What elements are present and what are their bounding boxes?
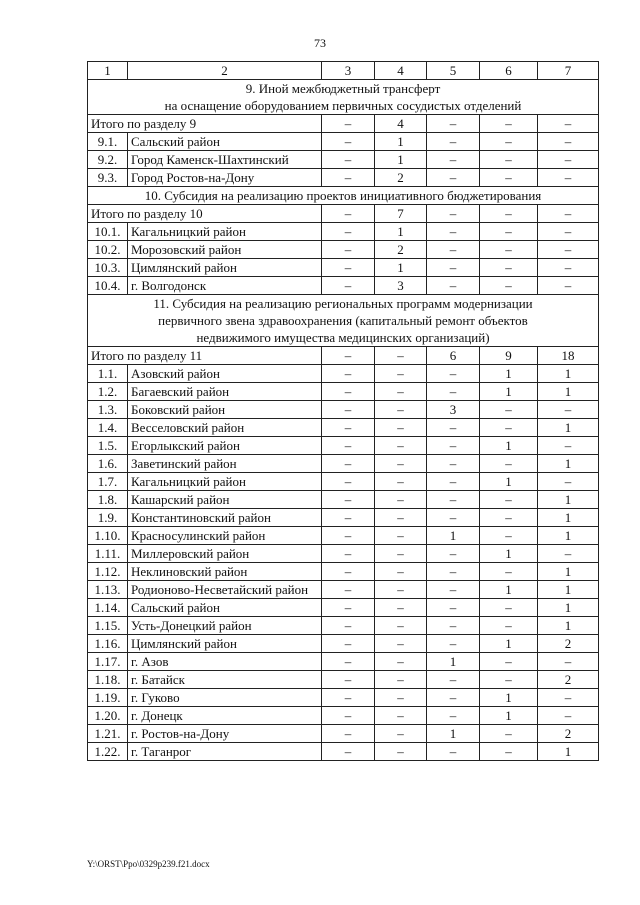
value-cell: –	[322, 581, 375, 599]
value-cell: –	[538, 205, 599, 223]
section-total-row	[88, 115, 599, 133]
value-cell: –	[375, 527, 427, 545]
value-cell: –	[538, 653, 599, 671]
header-cell: 7	[538, 62, 599, 80]
table-row	[88, 617, 599, 635]
header-cell: 6	[480, 62, 538, 80]
value-cell: –	[375, 581, 427, 599]
row-number: 10.2.	[88, 241, 128, 259]
value-cell: –	[538, 277, 599, 295]
value-cell: –	[427, 419, 480, 437]
value-cell: –	[538, 223, 599, 241]
value-cell: –	[375, 545, 427, 563]
row-number: 1.15.	[88, 617, 128, 635]
table-row	[88, 635, 599, 653]
value-cell: 1	[538, 581, 599, 599]
value-cell: –	[427, 151, 480, 169]
value-cell: 1	[427, 725, 480, 743]
value-cell: –	[322, 743, 375, 761]
district-name: Неклиновский район	[128, 563, 322, 581]
district-name: Егорлыкский район	[128, 437, 322, 455]
row-number: 1.14.	[88, 599, 128, 617]
table-row	[88, 383, 599, 401]
value-cell: –	[322, 509, 375, 527]
value-cell: –	[322, 707, 375, 725]
section-title	[88, 187, 599, 205]
value-cell: –	[322, 689, 375, 707]
value-cell: –	[480, 563, 538, 581]
value-cell: 7	[375, 205, 427, 223]
value-cell: –	[375, 653, 427, 671]
section-title-line: 11. Субсидия на реализацию региональных программ модернизации	[153, 296, 533, 311]
value-cell: –	[480, 133, 538, 151]
value-cell: –	[427, 437, 480, 455]
value-cell: –	[322, 419, 375, 437]
value-cell: 1	[480, 545, 538, 563]
table-row	[88, 259, 599, 277]
value-cell: –	[322, 241, 375, 259]
value-cell: –	[427, 455, 480, 473]
value-cell: –	[375, 419, 427, 437]
table-row	[88, 671, 599, 689]
value-cell: 1	[538, 455, 599, 473]
value-cell: –	[538, 545, 599, 563]
value-cell: –	[427, 365, 480, 383]
value-cell: –	[480, 205, 538, 223]
value-cell: –	[480, 151, 538, 169]
section-total-row	[88, 347, 599, 365]
row-number: 1.19.	[88, 689, 128, 707]
value-cell: –	[427, 473, 480, 491]
section-title	[88, 295, 599, 347]
value-cell: –	[427, 383, 480, 401]
section-title	[88, 80, 599, 115]
value-cell: –	[427, 671, 480, 689]
row-number: 1.20.	[88, 707, 128, 725]
value-cell: –	[427, 491, 480, 509]
value-cell: –	[427, 205, 480, 223]
value-cell: –	[322, 205, 375, 223]
section-title-line: первичного звена здравоохранения (капитальный ремонт объектов	[158, 313, 528, 328]
row-number: 9.3.	[88, 169, 128, 187]
row-number: 9.2.	[88, 151, 128, 169]
value-cell: –	[375, 383, 427, 401]
value-cell: –	[538, 151, 599, 169]
value-cell: 6	[427, 347, 480, 365]
table-row	[88, 563, 599, 581]
value-cell: –	[322, 383, 375, 401]
district-name: Цимлянский район	[128, 259, 322, 277]
value-cell: –	[427, 635, 480, 653]
value-cell: 1	[538, 563, 599, 581]
row-number: 1.3.	[88, 401, 128, 419]
table-row	[88, 599, 599, 617]
value-cell: –	[480, 653, 538, 671]
value-cell: –	[480, 115, 538, 133]
value-cell: –	[375, 635, 427, 653]
value-cell: –	[480, 671, 538, 689]
value-cell: 2	[375, 169, 427, 187]
value-cell: –	[538, 437, 599, 455]
value-cell: –	[480, 169, 538, 187]
value-cell: –	[375, 365, 427, 383]
table-row	[88, 419, 599, 437]
value-cell: –	[375, 509, 427, 527]
value-cell: 9	[480, 347, 538, 365]
value-cell: –	[480, 743, 538, 761]
value-cell: –	[375, 491, 427, 509]
district-name: Кашарский район	[128, 491, 322, 509]
table-row	[88, 401, 599, 419]
value-cell: –	[322, 491, 375, 509]
table-row	[88, 277, 599, 295]
row-number: 1.7.	[88, 473, 128, 491]
value-cell: –	[375, 599, 427, 617]
value-cell: 1	[427, 527, 480, 545]
row-number: 9.1.	[88, 133, 128, 151]
value-cell: –	[322, 527, 375, 545]
table-row	[88, 743, 599, 761]
district-name: Красносулинский район	[128, 527, 322, 545]
value-cell: 1	[375, 151, 427, 169]
row-number: 1.8.	[88, 491, 128, 509]
page-number: 73	[314, 36, 326, 50]
row-number: 1.10.	[88, 527, 128, 545]
total-label: Итого по разделу 10	[88, 205, 322, 223]
value-cell: 1	[480, 581, 538, 599]
value-cell: –	[375, 455, 427, 473]
value-cell: 1	[480, 365, 538, 383]
header-cell: 3	[322, 62, 375, 80]
value-cell: –	[322, 169, 375, 187]
value-cell: 1	[538, 419, 599, 437]
district-name: г. Азов	[128, 653, 322, 671]
section-total-row	[88, 205, 599, 223]
row-number: 10.1.	[88, 223, 128, 241]
table-row	[88, 223, 599, 241]
value-cell: –	[427, 617, 480, 635]
value-cell: –	[322, 401, 375, 419]
value-cell: –	[480, 259, 538, 277]
value-cell: –	[427, 223, 480, 241]
table-row	[88, 527, 599, 545]
value-cell: –	[322, 347, 375, 365]
district-name: Весселовский район	[128, 419, 322, 437]
row-number: 1.16.	[88, 635, 128, 653]
value-cell: 1	[538, 365, 599, 383]
value-cell: –	[375, 437, 427, 455]
section-title-line: 9. Иной межбюджетный трансферт	[245, 81, 441, 96]
value-cell: –	[322, 599, 375, 617]
table-row	[88, 241, 599, 259]
value-cell: –	[427, 599, 480, 617]
row-number: 1.13.	[88, 581, 128, 599]
total-label: Итого по разделу 9	[88, 115, 322, 133]
value-cell: 1	[480, 437, 538, 455]
value-cell: –	[427, 115, 480, 133]
header-cell: 5	[427, 62, 480, 80]
value-cell: 1	[375, 259, 427, 277]
value-cell: –	[480, 419, 538, 437]
district-name: г. Волгодонск	[128, 277, 322, 295]
value-cell: –	[427, 259, 480, 277]
value-cell: –	[427, 563, 480, 581]
value-cell: –	[538, 259, 599, 277]
value-cell: –	[322, 617, 375, 635]
header-cell: 1	[88, 62, 128, 80]
value-cell: 18	[538, 347, 599, 365]
row-number: 1.21.	[88, 725, 128, 743]
value-cell: 2	[538, 671, 599, 689]
table-row	[88, 509, 599, 527]
district-name: Родионово-Несветайский район	[128, 581, 322, 599]
row-number: 1.11.	[88, 545, 128, 563]
district-name: г. Гуково	[128, 689, 322, 707]
value-cell: 1	[538, 383, 599, 401]
value-cell: –	[427, 743, 480, 761]
value-cell: –	[427, 545, 480, 563]
value-cell: 1	[375, 223, 427, 241]
value-cell: –	[375, 725, 427, 743]
value-cell: 1	[375, 133, 427, 151]
value-cell: –	[427, 133, 480, 151]
row-number: 1.6.	[88, 455, 128, 473]
table-row	[88, 725, 599, 743]
district-name: Усть-Донецкий район	[128, 617, 322, 635]
value-cell: –	[322, 223, 375, 241]
district-name: Кагальницкий район	[128, 223, 322, 241]
row-number: 10.4.	[88, 277, 128, 295]
value-cell: –	[538, 133, 599, 151]
value-cell: –	[427, 689, 480, 707]
value-cell: –	[480, 599, 538, 617]
district-name: Морозовский район	[128, 241, 322, 259]
district-name: г. Таганрог	[128, 743, 322, 761]
district-name: Сальский район	[128, 133, 322, 151]
value-cell: –	[538, 401, 599, 419]
value-cell: 1	[427, 653, 480, 671]
value-cell: –	[375, 617, 427, 635]
district-name: г. Донецк	[128, 707, 322, 725]
district-name: Константиновский район	[128, 509, 322, 527]
value-cell: –	[480, 527, 538, 545]
district-name: Азовский район	[128, 365, 322, 383]
district-name: Город Каменск-Шахтинский	[128, 151, 322, 169]
value-cell: –	[538, 241, 599, 259]
value-cell: –	[427, 707, 480, 725]
value-cell: 1	[480, 635, 538, 653]
value-cell: –	[375, 743, 427, 761]
value-cell: 1	[480, 473, 538, 491]
row-number: 1.17.	[88, 653, 128, 671]
value-cell: –	[480, 401, 538, 419]
value-cell: –	[427, 509, 480, 527]
value-cell: 2	[375, 241, 427, 259]
table-row	[88, 169, 599, 187]
value-cell: –	[480, 491, 538, 509]
table-row	[88, 151, 599, 169]
value-cell: –	[375, 401, 427, 419]
table-row	[88, 437, 599, 455]
value-cell: 1	[538, 599, 599, 617]
value-cell: 3	[427, 401, 480, 419]
value-cell: –	[322, 115, 375, 133]
row-number: 1.18.	[88, 671, 128, 689]
table-row	[88, 545, 599, 563]
district-name: Миллеровский район	[128, 545, 322, 563]
value-cell: –	[538, 115, 599, 133]
value-cell: 1	[538, 509, 599, 527]
value-cell: –	[427, 581, 480, 599]
value-cell: –	[322, 635, 375, 653]
header-cell: 4	[375, 62, 427, 80]
value-cell: 3	[375, 277, 427, 295]
total-label: Итого по разделу 11	[88, 347, 322, 365]
section-heading-row	[88, 80, 599, 115]
table-row	[88, 653, 599, 671]
table-row	[88, 365, 599, 383]
value-cell: –	[427, 241, 480, 259]
district-name: Заветинский район	[128, 455, 322, 473]
row-number: 10.3.	[88, 259, 128, 277]
row-number: 1.4.	[88, 419, 128, 437]
table-row	[88, 473, 599, 491]
value-cell: 1	[538, 617, 599, 635]
section-title-line: недвижимого имущества медицинских организаций)	[196, 330, 490, 345]
value-cell: –	[322, 151, 375, 169]
value-cell: –	[480, 241, 538, 259]
header-cell: 2	[128, 62, 322, 80]
value-cell: 1	[480, 383, 538, 401]
value-cell: 2	[538, 725, 599, 743]
value-cell: –	[322, 437, 375, 455]
table-row	[88, 455, 599, 473]
table-row	[88, 491, 599, 509]
district-name: г. Батайск	[128, 671, 322, 689]
value-cell: –	[538, 689, 599, 707]
value-cell: –	[322, 653, 375, 671]
section-title-line: 10. Субсидия на реализацию проектов инициативного бюджетирования	[144, 188, 542, 203]
value-cell: 1	[538, 743, 599, 761]
value-cell: –	[322, 259, 375, 277]
value-cell: –	[427, 169, 480, 187]
value-cell: –	[427, 277, 480, 295]
row-number: 1.12.	[88, 563, 128, 581]
section-title-line: на оснащение оборудованием первичных сосудистых отделений	[164, 98, 522, 113]
table-row	[88, 133, 599, 151]
value-cell: –	[375, 671, 427, 689]
value-cell: –	[322, 671, 375, 689]
value-cell: –	[375, 473, 427, 491]
value-cell: –	[480, 617, 538, 635]
row-number: 1.2.	[88, 383, 128, 401]
value-cell: –	[322, 545, 375, 563]
row-number: 1.5.	[88, 437, 128, 455]
value-cell: –	[375, 563, 427, 581]
value-cell: –	[322, 725, 375, 743]
data-table	[87, 61, 599, 761]
section-heading-row	[88, 187, 599, 205]
district-name: Боковский район	[128, 401, 322, 419]
table-row	[88, 689, 599, 707]
value-cell: –	[322, 277, 375, 295]
district-name: Кагальницкий район	[128, 473, 322, 491]
value-cell: –	[538, 473, 599, 491]
row-number: 1.9.	[88, 509, 128, 527]
district-name: Багаевский район	[128, 383, 322, 401]
value-cell: –	[322, 365, 375, 383]
value-cell: –	[480, 223, 538, 241]
row-number: 1.1.	[88, 365, 128, 383]
value-cell: 2	[538, 635, 599, 653]
value-cell: –	[322, 455, 375, 473]
section-heading-row	[88, 295, 599, 347]
value-cell: –	[480, 725, 538, 743]
value-cell: –	[375, 689, 427, 707]
value-cell: 1	[480, 689, 538, 707]
value-cell: 1	[538, 491, 599, 509]
value-cell: –	[322, 473, 375, 491]
row-number: 1.22.	[88, 743, 128, 761]
value-cell: 1	[538, 527, 599, 545]
header-row	[88, 62, 599, 80]
district-name: Сальский район	[128, 599, 322, 617]
value-cell: –	[322, 133, 375, 151]
district-name: Город Ростов-на-Дону	[128, 169, 322, 187]
value-cell: –	[538, 169, 599, 187]
value-cell: 4	[375, 115, 427, 133]
district-name: г. Ростов-на-Дону	[128, 725, 322, 743]
value-cell: 1	[480, 707, 538, 725]
value-cell: –	[375, 347, 427, 365]
file-path-footer: Y:\ORST\Ppo\0329p239.f21.docx	[87, 859, 210, 869]
value-cell: –	[375, 707, 427, 725]
value-cell: –	[322, 563, 375, 581]
value-cell: –	[480, 277, 538, 295]
district-name: Цимлянский район	[128, 635, 322, 653]
value-cell: –	[480, 455, 538, 473]
table-row	[88, 707, 599, 725]
value-cell: –	[538, 707, 599, 725]
value-cell: –	[480, 509, 538, 527]
table-row	[88, 581, 599, 599]
